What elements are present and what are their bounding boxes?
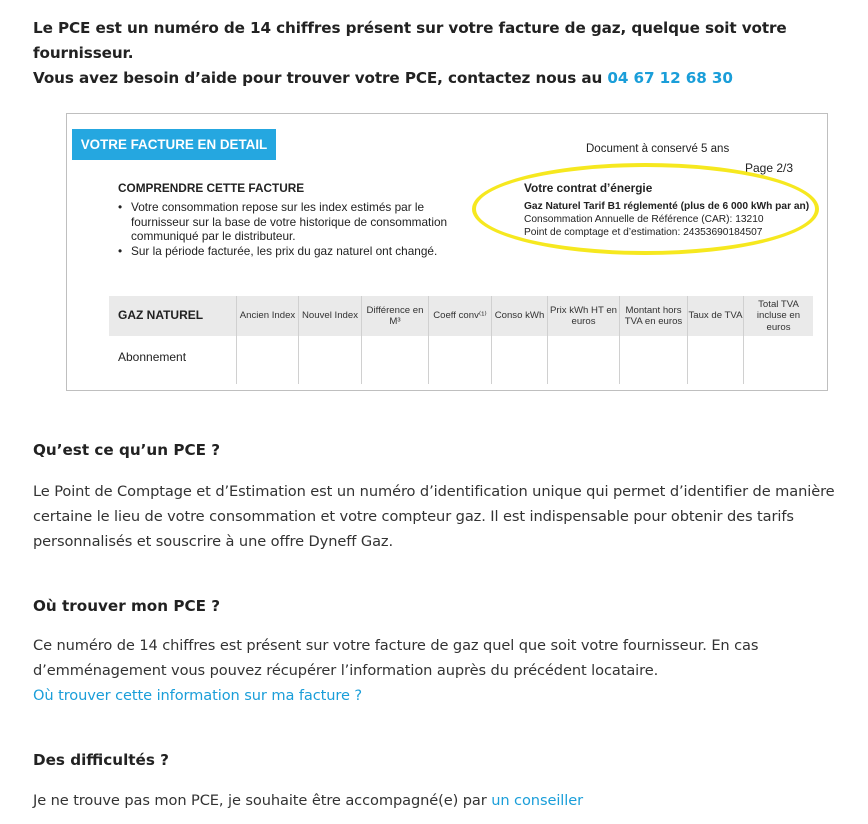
advisor-link[interactable]: un conseiller — [491, 792, 583, 809]
table-header: Taux de TVA — [688, 296, 743, 336]
table-header: Prix kWh HT en euros — [548, 296, 619, 336]
invoice-page-number: Page 2/3 — [745, 161, 794, 175]
table-header: Différence en M³ — [362, 296, 428, 336]
invoice-bullets — [114, 200, 474, 258]
invoice-bullet: • Votre consommation repose sur les index estimés par le fournisseur sur la base de votre historique de consommation communiqué par le distributeur. — [114, 200, 474, 244]
paragraph-line: d’emménagement vous pouvez récupérer l’information auprès du précédent locataire. — [33, 662, 659, 679]
table-header: Nouvel Index — [299, 296, 361, 336]
section-text-what-is-pce — [33, 479, 853, 554]
invoice-contrat-block — [524, 181, 809, 239]
table-divider — [687, 296, 688, 384]
table-divider — [298, 296, 299, 384]
table-row-label: Abonnement — [118, 350, 187, 364]
intro-line-2-text: Vous avez besoin d’aide pour trouver votre PCE, contactez nous au — [33, 69, 608, 87]
contrat-tarif: Gaz Naturel Tarif B1 réglementé (plus de 6 000 kWh par an) — [524, 201, 810, 212]
table-header: Conso kWh — [492, 296, 547, 336]
paragraph-line: certaine le lieu de votre consommation et votre compteur gaz. Il est indispensable pour obtenir des tarifs — [33, 508, 794, 525]
table-header: Montant hors TVA en euros — [620, 296, 687, 336]
phone-link[interactable]: 04 67 12 68 30 — [607, 69, 733, 87]
difficulties-text: Je ne trouve pas mon PCE, je souhaite être accompagné(e) par — [33, 792, 492, 809]
contrat-pce-number: Point de comptage et d’estimation: 24353690184507 — [524, 227, 763, 238]
section-title-what-is-pce: Qu’est ce qu’un PCE ? — [33, 441, 221, 459]
invoice-example-image — [66, 113, 828, 391]
intro-line-1: Le PCE est un numéro de 14 chiffres présent sur votre facture de gaz, quelque soit votre fournisseur. — [33, 19, 787, 62]
find-on-invoice-link[interactable]: Où trouver cette information sur ma facture ? — [33, 687, 363, 704]
table-divider — [619, 296, 620, 384]
invoice-comprendre-title: COMPRENDRE CETTE FACTURE — [118, 181, 305, 195]
table-divider — [743, 296, 744, 384]
invoice-doc-kept: Document à conservé 5 ans — [586, 143, 730, 155]
table-divider — [547, 296, 548, 384]
intro-line-2 — [33, 66, 863, 91]
table-header: Ancien Index — [237, 296, 298, 336]
invoice-bullet: • Sur la période facturée, les prix du gaz naturel ont changé. — [114, 244, 474, 259]
table-header: Total TVA incluse en euros — [744, 296, 813, 336]
contrat-car: Consommation Annuelle de Référence (CAR): 13210 — [524, 214, 764, 225]
table-header: Coeff conv⁽¹⁾ — [429, 296, 491, 336]
invoice-table — [109, 296, 813, 384]
table-divider — [361, 296, 362, 384]
intro-text — [33, 16, 863, 91]
section-text-difficulties — [33, 788, 853, 813]
contrat-title: Votre contrat d’énergie — [524, 181, 653, 195]
paragraph-line: Ce numéro de 14 chiffres est présent sur votre facture de gaz quel que soit votre fournisseur. En cas — [33, 637, 759, 654]
table-divider — [428, 296, 429, 384]
invoice-banner: VOTRE FACTURE EN DETAIL — [72, 129, 276, 160]
table-divider — [491, 296, 492, 384]
paragraph-line: personnalisés et souscrire à une offre Dyneff Gaz. — [33, 533, 394, 550]
section-title-where-pce: Où trouver mon PCE ? — [33, 597, 221, 615]
section-title-difficulties: Des difficultés ? — [33, 751, 169, 769]
section-text-where-pce — [33, 633, 853, 708]
paragraph-line: Le Point de Comptage et d’Estimation est un numéro d’identification unique qui permet d’identifier de manière — [33, 483, 835, 500]
table-divider — [236, 296, 237, 384]
table-header-gaz-naturel: GAZ NATUREL — [109, 296, 236, 336]
